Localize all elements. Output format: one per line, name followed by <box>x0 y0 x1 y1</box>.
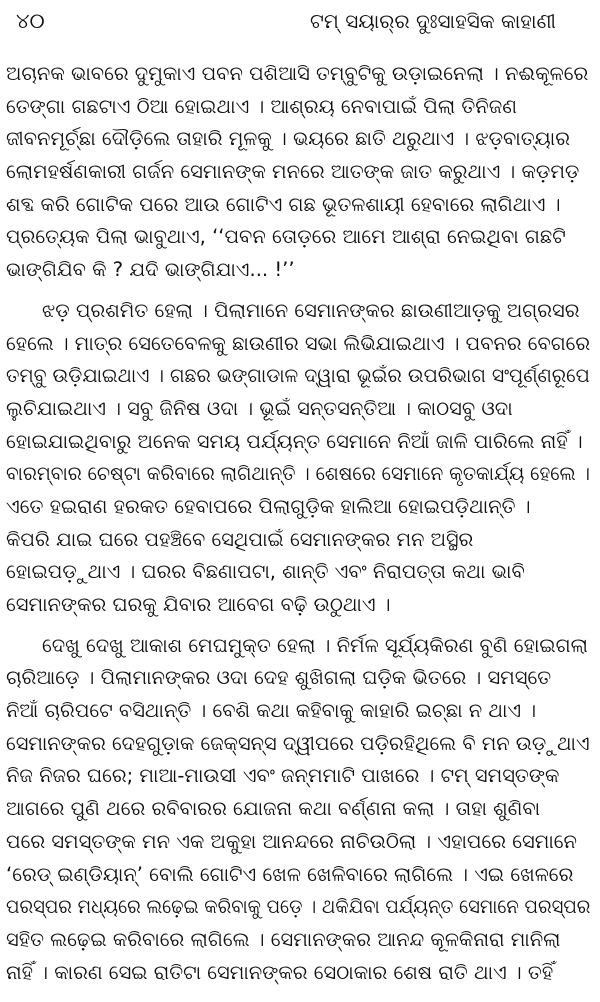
text-line: ଦେଖୁ ଦେଖୁ ଆକାଶ ମେଘମୁକ୍ତ ହେଲା । ନିର୍ମଳ ସୂର୍ଯ୍ୟକିରଣ ବୁଣି ହୋଇଗଲା <box>42 633 588 657</box>
text-line: ଏତେ ହଇରାଣ ହରକତ ହେବାପରେ ପିଲାଗୁଡ଼ିକ ହାଲିଆ ହୋଇପଡ଼ିଥାନ୍ତି । <box>6 494 531 518</box>
paragraph <box>6 630 590 990</box>
running-title: ଟମ୍ ସୟାର୍‌ର ଦୁଃସାହସିକ କାହାଣୀ <box>310 9 556 33</box>
text-line: ପ୍ରତ୍ୟେକ ପିଲା ଭାବୁଥାଏ, ‘‘ପବନ ତୋଡ଼ରେ ଆମେ ଆଶ୍ରା ନେଇଥିବା ଗଛଟି <box>6 225 566 249</box>
text-line: ସହିତ ଲଢ଼େଇ କରିବାରେ ଲାଗିଲେ । ସେମାନଙ୍କର ଆନନ୍ଦ କୂଳକିନାରା ମାନିଲା <box>6 927 561 951</box>
text-line: ଲୋମହର୍ଷଣକାରୀ ଗର୍ଜନ ସେମାନଙ୍କ ମନରେ ଆତଙ୍କ ଜାତ କରୁଥାଏ । କଡ଼ମଡ଼ <box>6 160 580 184</box>
text-line: ଚାରିଆଡ଼େ । ପିଲାମାନଙ୍କର ଓଦା ଦେହ ଶୁଖିଗଲା ଘଡ଼ିକ ଭିତରେ । ସମସ୍ତେ <box>6 666 552 690</box>
text-line: ସେମାନଙ୍କର ଦେହଗୁଡ଼ାକ ଜେକ୍‌ସନ୍‌ସ ଦ୍ୱୀପରେ ପଡ଼ିରହିଥିଲେ ବି ମନ ଉଡ଼ୁଥାଏ <box>6 731 590 755</box>
text-line: ନିଆଁ ଚାରିପଟେ ବସିଥାନ୍ତି । ବେଶି କଥା କହିବାକୁ କାହାରି ଇଚ୍ଛା ନ ଥାଏ । <box>6 699 537 723</box>
text-line: ଜୀବନମୂର୍ଚ୍ଛା ଦୌଡ଼ିଲେ ତାହାରି ମୂଳକୁ । ଭୟରେ ଛାତି ଥରୁଥାଏ । ଝଡ଼ବାତ୍ୟାର <box>6 127 570 151</box>
text-line: ସେମାନଙ୍କର ଘରକୁ ଯିବାର ଆବେଗ ବଢ଼ି ଉଠୁଥାଏ । <box>6 593 391 616</box>
text-line: ଝଡ଼ ପ୍ରଶମିତ ହେଲା । ପିଲାମାନେ ସେମାନଙ୍କର ଛାଉଣୀଆଡ଼କୁ ଅଗ୍ରସର <box>42 298 580 322</box>
text-line: ଲୁଚିଯାଇଥାଏ । ସବୁ ଜିନିଷ ଓଦା । ଭୂଇଁ ସନ୍ତସନ୍ତିଆ । କାଠସବୁ ଓଦା <box>6 396 513 420</box>
page-header <box>8 0 590 44</box>
text-line: ହେଲେ । ମାତ୍ର ସେତେବେଳକୁ ଛାଉଣୀର ସଭା ଲିଭିଯାଇଥାଏ । ପବନର ବେଗରେ <box>6 331 590 355</box>
text-line: ପରସ୍ପର ମଧ୍ୟରେ ଲଢ଼େଇ କରିବାକୁ ପଡ଼େ । ଥକିଯିବା ପର୍ଯ୍ୟନ୍ତ ସେମାନେ ପରସ୍ପର <box>6 895 590 919</box>
text-line: ‘ରେଡ୍ ଇଣ୍ଡିୟାନ୍’ ବୋଲି ଗୋଟିଏ ଖେଳ ଖେଳିବାରେ ଲାଗିଲେ । ଏଇ ଖେଳରେ <box>6 862 574 886</box>
text-line: ବାରମ୍ବାର ଚେଷ୍ଟା କରିବାରେ ଲାଗିଥାନ୍ତି । ଶେଷରେ ସେମାନେ କୃତକାର୍ଯ୍ୟ ହେଲେ । <box>6 462 590 486</box>
text-line: ତେଙ୍ଗା ଗଛଟାଏ ଠିଆ ହୋଇଥାଏ । ଆଶ୍ରୟ ନେବାପାଇଁ ପିଲା ତିନିଜଣ <box>6 94 517 118</box>
text-line: ଭାଙ୍ଗିଯିବ କି ? ଯଦି ଭାଙ୍ଗିଯାଏ... !’’ <box>6 258 295 282</box>
text-line: ନାହିଁ । କାରଣ ସେଇ ରାତିଟା ସେମାନଙ୍କର ସେଠାକାର ଶେଷ ରାତି ଥାଏ । ତହିଁ <box>6 960 554 984</box>
paragraph <box>6 58 590 287</box>
text-line: ଆଗରେ ପୁଣି ଥରେ ରବିବାରର ଯୋଜନା କଥା ବର୍ଣ୍ଣନା କଲା । ତାହା ଶୁଣିବା <box>6 797 541 821</box>
text-line: ହୋଇଯାଇଥିବାରୁ ଅନେକ ସମୟ ପର୍ଯ୍ୟନ୍ତ ସେମାନେ ନିଆଁ ଜାଳି ପାରିଲେ ନାହିଁ । <box>6 429 583 453</box>
paragraph <box>6 295 590 622</box>
text-line: କିପରି ଯାଇ ଘରେ ପହଞ୍ଚିବେ ସେଥିପାଇଁ ସେମାନଙ୍କର ମନ ଅସ୍ଥିର <box>6 527 474 551</box>
page-body <box>6 58 590 997</box>
text-line: ଶବ୍ଦ କରି ଗୋଟିକ ପରେ ଆଉ ଗୋଟିଏ ଗଛ ଭୂତଳଶାୟୀ ହେବାରେ ଲାଗିଥାଏ । <box>6 192 561 216</box>
text-line: ନିଜ ନିଜର ଘରେ; ମାଆ-ମାଉସୀ ଏବଂ ଜନ୍ମମାଟି ପାଖରେ । ଟମ୍ ସମସ୍ତଙ୍କ <box>6 764 560 788</box>
text-line: ହୋଇପଡ଼ୁଥାଏ । ଘରର ବିଛଣାପଟା, ଶାନ୍ତି ଏବଂ ନିରାପତ୍ତା କଥା ଭାବି <box>6 560 525 584</box>
page-number: ୪୦ <box>16 9 45 33</box>
text-line: ପରେ ସମସ୍ତଙ୍କ ମନ ଏକ ଅକୁହା ଆନନ୍ଦରେ ନାଚିଉଠିଲା । ଏହାପରେ ସେମାନେ <box>6 829 577 853</box>
text-line: ତମ୍ବୁ ଉଡ଼ିଯାଇଥାଏ । ଗଛର ଭଙ୍ଗାଡାଳ ଦ୍ୱାରା ଭୂଇଁର ଉପରିଭାଗ ସଂପୂର୍ଣ୍ଣରୂପେ <box>6 364 590 388</box>
text-line: ଅଚାନକ ଭାବରେ ଦୁମୁକାଏ ପବନ ପଶିଆସି ତମ୍ବୁଟିକୁ ଉଡ଼ାଇନେଲା । ନଈକୂଳରେ <box>6 62 589 85</box>
